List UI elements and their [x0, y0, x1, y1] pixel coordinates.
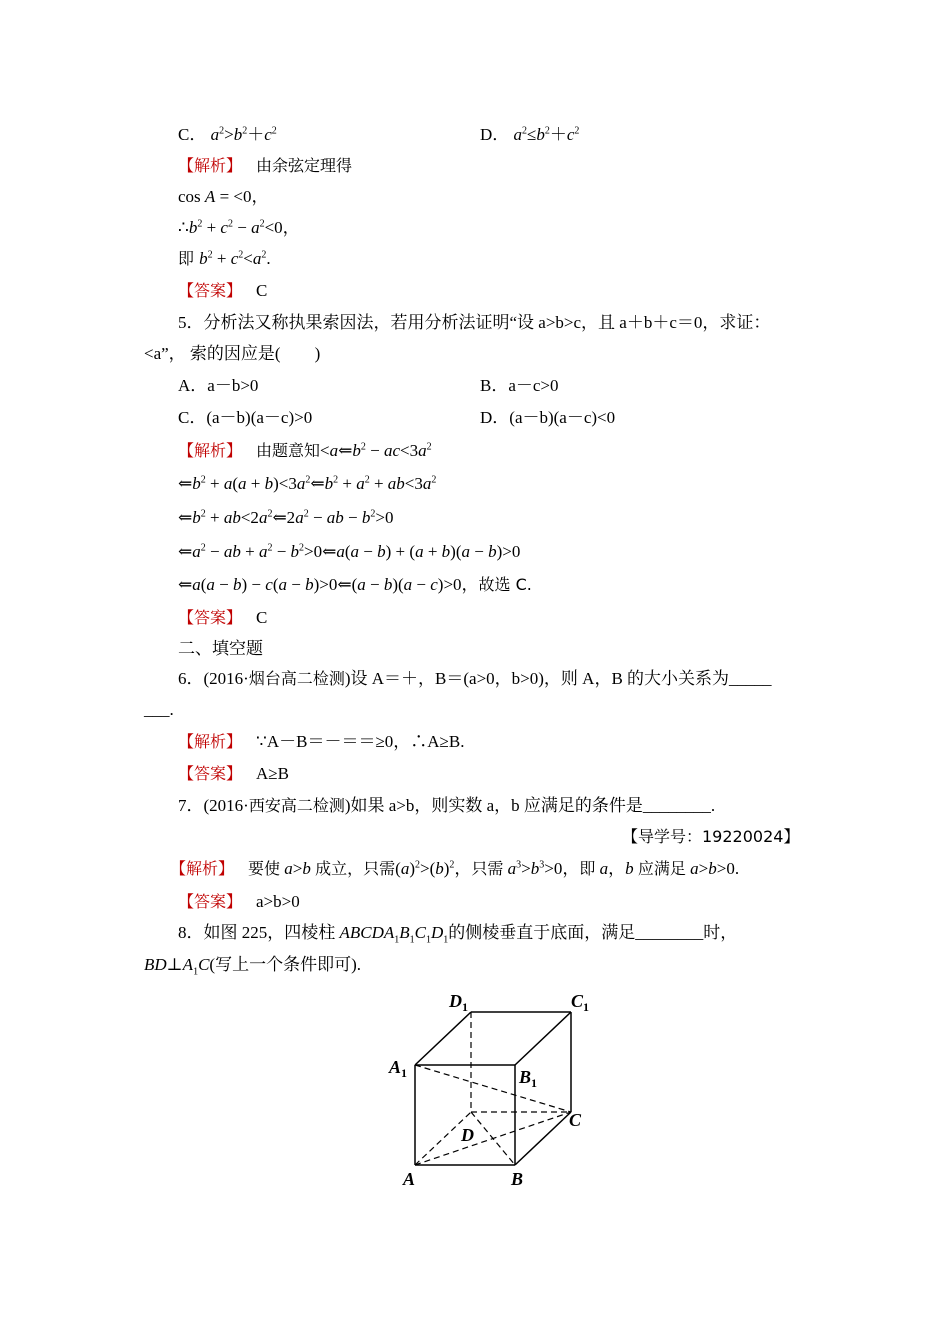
label-c: C — [569, 1110, 582, 1130]
label-d: D — [461, 1125, 474, 1145]
q5-option-d: D．(a－b)(a－c)<0 — [480, 408, 616, 427]
q4-jiexi: 【解析】 由余弦定理得 — [178, 156, 353, 175]
label-b1: $B_1$ — [519, 1067, 538, 1090]
q7-answer: 【答案】 a>b>0 — [178, 892, 300, 911]
q5-step-3: $⇐a^2$ − ab + $a^2$ − $b^2>0⇐a(a - b) + (a + b)(a - b)>0$ — [178, 542, 521, 561]
q5-step-1: $⇐b^2 + a(a$ + $b)<3a^2⇐b^2 + a^2 + ab<3a^2$ — [178, 474, 437, 493]
label-d1: $D_1$ — [449, 991, 468, 1014]
q5-step-2: $⇐b^2$ + $ab<2a^2⇐2a^2$ − ab − $b^2>0$ — [178, 508, 394, 527]
diag-a1c — [415, 1065, 571, 1112]
label-a: A — [403, 1169, 416, 1189]
q4-option-d: D． $a^2\le b^2+c^2$ — [480, 125, 580, 144]
edge-b1c1 — [515, 1012, 571, 1065]
q4-cos-line: cos A = <0， — [178, 187, 269, 206]
jiexi-tag: 【解析】 — [170, 859, 235, 878]
answer-tag: 【答案】 — [178, 892, 243, 911]
q5-jiexi: 【解析】 由题意知$<a⇐b^2 - ac<3a^2$ — [178, 441, 432, 460]
jiexi-tag: 【解析】 — [178, 732, 243, 751]
q5-option-c: C．(a－b)(a－c)>0 — [178, 408, 313, 427]
jiexi-tag: 【解析】 — [178, 441, 243, 460]
q6-jiexi: 【解析】 ∵A－B＝－＝＝≥0，∴A≥B. — [178, 732, 465, 751]
q7-jiexi: 【解析】 要使 a>b 成立，只需$(a)^2>(b)^2$，只需 $a^3>b^3>0$，即 a，b 应满足 a>b>0. — [170, 859, 740, 878]
q8-stem: 8．如图 225，四棱柱 $ABCDA_1B_1C_1D_1$的侧棱垂直于底面，满足________时， — [178, 923, 738, 946]
q8-stem-line2: $BD\perp A_1C$(写上一个条件即可). — [144, 955, 361, 978]
q7-stem: 7．(2016·西安高二检测)如果 a>b，则实数 a，b 应满足的条件是________. — [178, 796, 716, 815]
q6-stem: 6．(2016·烟台高二检测)设 A＝＋，B＝(a>0，b>0)，则 A，B 的大小关系为_____ — [178, 669, 772, 688]
answer-tag: 【答案】 — [178, 608, 243, 627]
edge-bc — [515, 1112, 571, 1165]
q5-stem-line1: 5．分析法又称执果索因法，若用分析法证明“设 a>b>c，且 a＋b＋c＝0，求证： — [178, 313, 771, 332]
label-a1: $A_1$ — [389, 1057, 408, 1080]
q5-answer: 【答案】 C — [178, 608, 268, 627]
q6-stem-line2: ___. — [144, 700, 174, 719]
label-c1: $C_1$ — [571, 991, 590, 1014]
answer-tag: 【答案】 — [178, 764, 243, 783]
q5-option-b: B．a－c>0 — [480, 376, 559, 395]
q5-step-4: ⇐a(a − b) − c(a − b)>0⇐(a − b)(a − c)>0，故选 C. — [178, 575, 532, 594]
diag-db — [471, 1112, 515, 1165]
q4-therefore-line: $\therefore b^2 + c^2 - a^2<0$， — [178, 218, 300, 237]
edge-a1d1 — [415, 1012, 471, 1065]
cube-figure — [385, 985, 595, 1190]
jiexi-tag: 【解析】 — [178, 156, 243, 175]
q4-answer: 【答案】 C — [178, 281, 268, 300]
section-title: 二、填空题 — [178, 639, 263, 659]
answer-tag: 【答案】 — [178, 281, 243, 300]
label-b: B — [511, 1169, 524, 1189]
q4-option-c: C． $a^2>b^2+c^2$ — [178, 125, 277, 144]
q6-answer: 【答案】 A≥B — [178, 764, 289, 783]
q5-option-a: A．a－b>0 — [178, 376, 259, 395]
q7-ref-number: 【导学号：19220024】 — [622, 827, 800, 846]
q5-stem-line2: <a”， 索的因应是( ) — [144, 344, 321, 363]
q4-ji-line: 即 $b^2 + c^2<a^2$. — [178, 249, 271, 268]
